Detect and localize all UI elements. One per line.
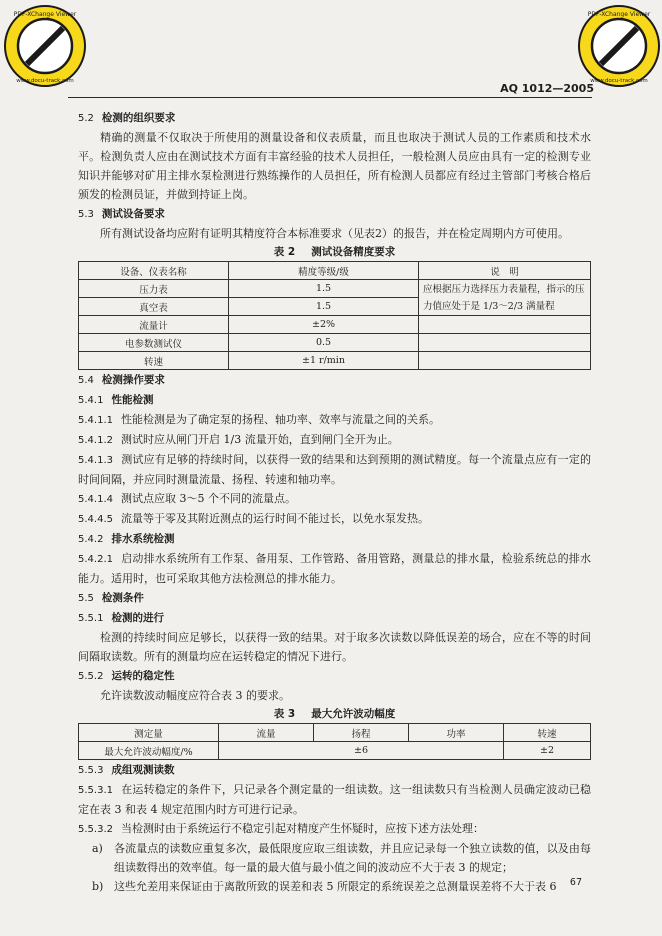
section-5-2-heading: 5.2 检测的组织要求: [78, 112, 176, 124]
svg-text:www.docu-track.com: www.docu-track.com: [16, 78, 74, 84]
standard-code: AQ 1012—2005: [500, 82, 594, 95]
section-5-5-heading: 5.5 检测条件: [78, 592, 144, 604]
table-row: 转速 ±1 r/min: [79, 352, 591, 370]
table-row: 真空表 1.5: [79, 298, 591, 316]
section-5-5-1-paragraph: 检测的持续时间应足够长，以获得一致的结果。对于取多次读数以降低误差的场合，应在不等的时间间隔取读数。所有的测量均应在运转稳定的情况下进行。: [78, 631, 591, 663]
section-5-5-3-heading: 5.5.3 成组观测读数: [78, 764, 175, 776]
section-5-3-paragraph: 所有测试设备均应附有证明其精度符合本标准要求（见表2）的报告，并在检定周期内方可使用。: [100, 227, 569, 240]
section-5-5-1-heading: 5.5.1 检测的进行: [78, 612, 164, 624]
svg-text:Click to buy NOW!: Click to buy NOW!: [27, 28, 64, 65]
table-row: 压力表 1.5 应根据压力选择压力表量程，指示的压力值应处于是 1/3～2/3 满量程: [79, 280, 591, 298]
list-item: b) 这些允差用来保证由于离散所致的误差和表 5 所限定的系统误差之总测量误差将不大于表 6: [92, 880, 557, 893]
page-number: 67: [569, 877, 582, 888]
clause-5-4-1-2: 5.4.1.2 测试时应从闸门开启 1/3 流量开始，直到闸门全开为止。: [78, 433, 399, 446]
clause-5-4-1-1: 5.4.1.1 性能检测是为了确定泵的扬程、轴功率、效率与流量之间的关系。: [78, 413, 440, 426]
section-5-5-2-paragraph: 允许读数波动幅度应符合表 3 的要求。: [100, 689, 290, 702]
page-body: [78, 108, 591, 896]
table-row: 流量计 ±2%: [79, 316, 591, 334]
section-5-4-2-heading: 5.4.2 排水系统检测: [78, 533, 175, 545]
table-row: 电参数测试仪 0.5: [79, 334, 591, 352]
table-2-header-grade: 精度等级/级: [229, 262, 419, 280]
clause-5-4-4-5: 5.4.4.5 流量等于零及其附近测点的运行时间不能过长，以免水泵发热。: [78, 512, 429, 525]
list-item: a) 各流量点的读数应重复多次，最低限度应取三组读数，并且应记录每一个独立读数的值，以及由每组读数得出的效率值。每一量的最大值与最小值之间的波动应不大于表 3 的规定；: [92, 842, 591, 874]
table-2-caption: 表 2 测试设备精度要求: [273, 246, 396, 258]
table-2: [78, 261, 591, 370]
section-5-4-heading: 5.4 检测操作要求: [78, 374, 165, 386]
clause-5-5-3-2: 5.5.3.2 当检测时由于系统运行不稳定引起对精度产生怀疑时，应按下述方法处理：: [78, 822, 484, 835]
section-5-3-heading: 5.3 测试设备要求: [78, 208, 165, 220]
table-3-caption: 表 3 最大允许波动幅度: [273, 708, 396, 720]
pdf-xchange-logo-left[interactable]: [3, 4, 87, 88]
table-2-header-note: 说 明: [419, 262, 591, 280]
clause-5-4-2-1: 5.4.2.1 启动排水系统所有工作泵、备用泵、工作管路、备用管路，测量总的排水量，检验系统总的排水能力。适用时，也可采取其他方法检测总的排水能力。: [78, 552, 591, 585]
table-3: 测定量 流量 扬程 功率 转速 最大允许波动幅度/% ±6 ±2: [78, 723, 591, 760]
clause-5-4-1-3: 5.4.1.3 测试应有足够的持续时间，以获得一致的结果和达到预期的测试精度。每一个流量点应有一定的时间间隔，并应同时测量流量、扬程、转速和轴功率。: [78, 453, 591, 486]
clause-5-4-1-4: 5.4.1.4 测试点应取 3～5 个不同的流量点。: [78, 492, 296, 505]
section-5-2-paragraph: 精确的测量不仅取决于所使用的测量设备和仪表质量，而且也取决于测试人员的工作素质和技术水平。检测负责人应由在测试技术方面有丰富经验的技术人员担任，一般检测人员应由具有一定的检测专业知识并能够对矿用主排水泵检测进行熟练操作的人员担任，所有检测人员都应有经过主管部门考核合格后颁发的检测员证，并做到持证上岗。: [78, 131, 591, 201]
table-2-note: 应根据压力选择压力表量程，指示的压力值应处于是 1/3～2/3 满量程: [419, 280, 591, 316]
clause-5-5-3-1: 5.5.3.1 在运转稳定的条件下，只记录各个测定量的一组读数。这一组读数只有当检测人员确定波动已稳定在表 3 和表 4 规定范围内时方可进行记录。: [78, 783, 591, 816]
section-5-5-2-heading: 5.5.2 运转的稳定性: [78, 670, 175, 682]
table-2-header-name: 设备、仪表名称: [79, 262, 229, 280]
pdf-xchange-logo-right[interactable]: [577, 4, 661, 88]
section-5-4-1-heading: 5.4.1 性能检测: [78, 394, 154, 406]
svg-text:www.docu-track.com: www.docu-track.com: [590, 78, 648, 84]
svg-text:PDF-XChange Viewer: PDF-XChange Viewer: [587, 11, 651, 18]
svg-text:PDF-XChange Viewer: PDF-XChange Viewer: [13, 11, 77, 18]
table-row: 最大允许波动幅度/% ±6 ±2: [79, 742, 591, 760]
header-rule: [68, 97, 592, 98]
svg-text:Click to buy NOW!: Click to buy NOW!: [601, 28, 638, 65]
